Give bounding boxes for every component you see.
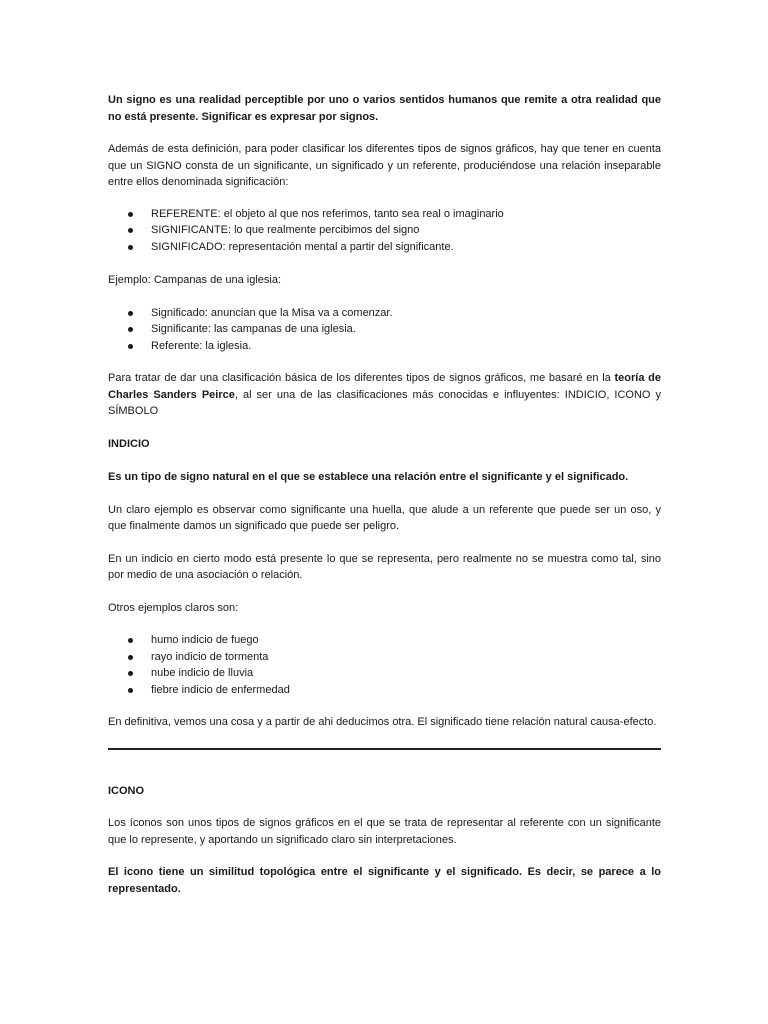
icono-definition: El icono tiene un similitud topológica entre el significante y el significado. Es decir, se parece a lo representado. bbox=[108, 866, 661, 895]
indicio-heading: INDICIO bbox=[108, 437, 150, 450]
peirce-paragraph: Para tratar de dar una clasificación básica de los diferentes tipos de signos gráficos, me basaré en la teoría de Charles Sanders Peirce, al ser una de las clasificaciones más conocidas e influyentes: INDICIO, ICONO y SÍMBOLO bbox=[108, 372, 661, 417]
components-list bbox=[108, 206, 661, 256]
example-list bbox=[108, 305, 661, 355]
bullet-icon bbox=[128, 228, 133, 233]
list-item: Significado: anuncian que la Misa va a comenzar. bbox=[108, 305, 661, 322]
other-examples-label: Otros ejemplos claros son: bbox=[108, 601, 239, 614]
list-item: SIGNIFICADO: representación mental a partir del significante. bbox=[108, 239, 661, 256]
bullet-icon bbox=[128, 212, 133, 217]
bullet-icon bbox=[128, 245, 133, 250]
sign-components-paragraph: Además de esta definición, para poder clasificar los diferentes tipos de signos gráficos, hay que tener en cuenta que un SIGNO consta de un significante, un significado y un referente, produciéndose una relación inseparable entre ellos denominada significación: bbox=[108, 143, 661, 188]
bullet-icon bbox=[128, 688, 133, 693]
indicio-presence-paragraph: En un indicio en cierto modo está presente lo que se representa, pero realmente no se muestra como tal, sino por medio de una asociación o relación. bbox=[108, 552, 661, 581]
section-divider bbox=[108, 748, 661, 750]
list-item: Referente: la iglesia. bbox=[108, 338, 661, 355]
bullet-icon bbox=[128, 344, 133, 349]
list-item: REFERENTE: el objeto al que nos referimos, tanto sea real o imaginario bbox=[108, 206, 661, 223]
document-page bbox=[108, 92, 661, 897]
example-label: Ejemplo: Campanas de una iglesia: bbox=[108, 274, 282, 286]
bullet-icon bbox=[128, 671, 133, 676]
bullet-icon bbox=[128, 311, 133, 316]
list-item: Significante: las campanas de una iglesia. bbox=[108, 321, 661, 338]
icono-paragraph: Los íconos son unos tipos de signos gráficos en el que se trata de representar al referente con un significante que lo represente, y aportando un significado claro sin interpretaciones. bbox=[108, 817, 661, 846]
list-item: nube indicio de lluvia bbox=[108, 665, 661, 682]
bullet-icon bbox=[128, 655, 133, 660]
list-item: fiebre indicio de enfermedad bbox=[108, 682, 661, 699]
bullet-icon bbox=[128, 327, 133, 332]
icono-heading: ICONO bbox=[108, 784, 145, 797]
intro-definition: Un signo es una realidad perceptible por uno o varios sentidos humanos que remite a otra realidad que no está presente. Significar es expresar por signos. bbox=[108, 94, 661, 123]
list-item: rayo indicio de tormenta bbox=[108, 649, 661, 666]
indicio-examples-list bbox=[108, 632, 661, 698]
indicio-example-paragraph: Un claro ejemplo es observar como significante una huella, que alude a un referente que puede ser un oso, y que finalmente damos un significado que puede ser peligro. bbox=[108, 503, 661, 532]
indicio-conclusion: En definitiva, vemos una cosa y a partir de ahi deducimos otra. El significado tiene relación natural causa-efecto. bbox=[108, 716, 657, 728]
list-item: humo indicio de fuego bbox=[108, 632, 661, 649]
list-item: SIGNIFICANTE: lo que realmente percibimos del signo bbox=[108, 222, 661, 239]
indicio-definition: Es un tipo de signo natural en el que se establece una relación entre el significante y el significado. bbox=[108, 471, 629, 483]
bullet-icon bbox=[128, 638, 133, 643]
peirce-theory-link-text: teoría de Charles Sanders Peirce bbox=[108, 372, 661, 401]
